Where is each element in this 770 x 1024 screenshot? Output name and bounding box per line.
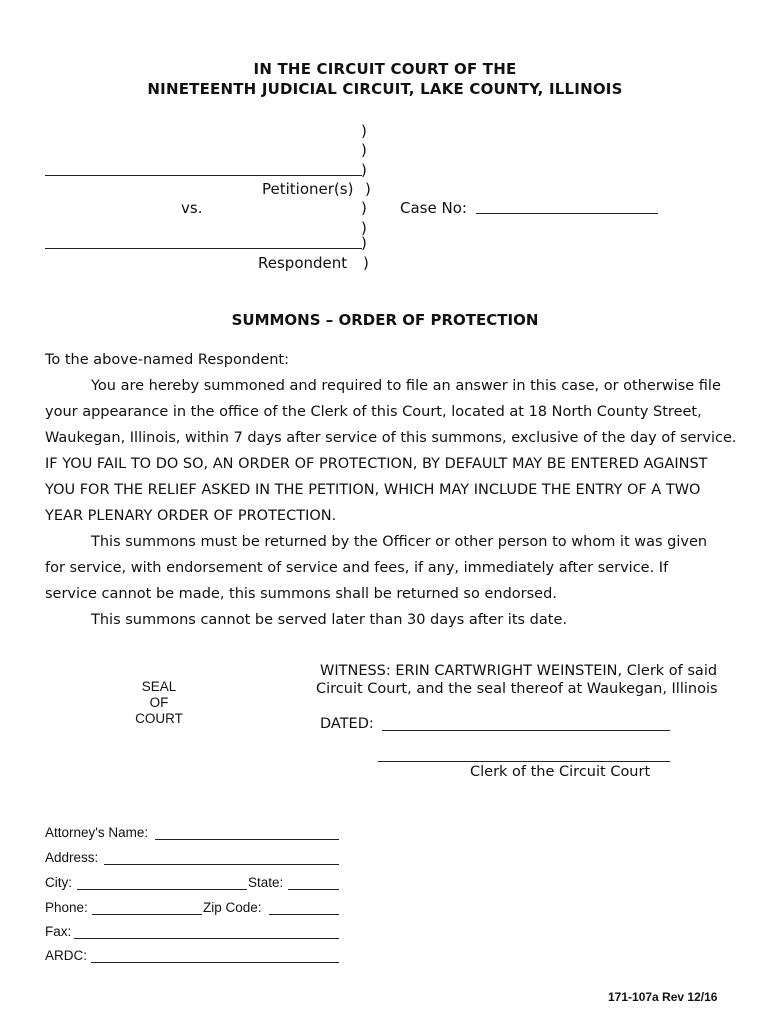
case-number-label: Case No: (400, 199, 467, 217)
paragraph-1-line-6: YEAR PLENARY ORDER OF PROTECTION. (45, 508, 337, 524)
phone-field[interactable] (92, 914, 202, 915)
fax-field[interactable] (74, 938, 339, 939)
witness-line-2: Circuit Court, and the seal thereof at Waukegan, Illinois (316, 681, 718, 697)
respondent-label: Respondent (258, 254, 348, 272)
attorney-name-label: Attorney's Name: (45, 825, 149, 840)
seal-text-line-1: SEAL (141, 679, 177, 694)
clerk-label: Clerk of the Circuit Court (470, 764, 651, 780)
zip-code-field[interactable] (269, 914, 339, 915)
zip-code-label: Zip Code: (203, 900, 262, 915)
paragraph-2-line-2: for service, with endorsement of service and fees, if any, immediately after service. If (45, 560, 669, 576)
court-name-line-2: NINETEENTH JUDICIAL CIRCUIT, LAKE COUNTY, ILLINOIS (147, 80, 623, 98)
case-number-field[interactable] (476, 213, 658, 214)
paragraph-1-line-4: IF YOU FAIL TO DO SO, AN ORDER OF PROTECTION, BY DEFAULT MAY BE ENTERED AGAINST (45, 456, 708, 472)
city-field[interactable] (77, 889, 247, 890)
dated-field[interactable] (382, 730, 670, 731)
petitioner-name-field[interactable] (45, 175, 362, 176)
paragraph-1-line-2: your appearance in the office of the Clerk of this Court, located at 18 North County Street, (45, 404, 702, 420)
caption-paren-6: ) (361, 219, 367, 237)
seal-text-line-2: OF (149, 695, 169, 710)
caption-paren-7: ) (361, 234, 367, 252)
fax-label: Fax: (45, 924, 72, 939)
state-field[interactable] (288, 889, 339, 890)
caption-paren-8: ) (363, 254, 369, 272)
caption-paren-2: ) (361, 141, 367, 159)
dated-label: DATED: (320, 716, 374, 732)
respondent-name-field[interactable] (45, 248, 362, 249)
document-title: SUMMONS – ORDER OF PROTECTION (231, 311, 539, 329)
paragraph-3-line-1: This summons cannot be served later than 30 days after its date. (91, 612, 567, 628)
form-number: 171-107a Rev 12/16 (608, 990, 718, 1004)
witness-line-1: WITNESS: ERIN CARTWRIGHT WEINSTEIN, Clerk of said (320, 663, 718, 679)
ardc-field[interactable] (91, 962, 339, 963)
address-field[interactable] (104, 864, 339, 865)
paragraph-1-line-3: Waukegan, Illinois, within 7 days after service of this summons, exclusive of the day of service. (45, 430, 737, 446)
attorney-name-field[interactable] (155, 839, 339, 840)
salutation: To the above-named Respondent: (45, 352, 289, 368)
vs-label: vs. (181, 199, 203, 217)
paragraph-2-line-1: This summons must be returned by the Officer or other person to whom it was given (91, 534, 708, 550)
seal-text-line-3: COURT (135, 711, 183, 726)
caption-paren-5: ) (361, 199, 367, 217)
caption-paren-1: ) (361, 122, 367, 140)
clerk-signature-field[interactable] (378, 761, 670, 762)
phone-label: Phone: (45, 900, 88, 915)
ardc-label: ARDC: (45, 948, 88, 963)
court-name-line-1: IN THE CIRCUIT COURT OF THE (253, 60, 517, 78)
paragraph-1-line-1: You are hereby summoned and required to file an answer in this case, or otherwise file (91, 378, 721, 394)
city-label: City: (45, 875, 72, 890)
state-label: State: (248, 875, 284, 890)
paragraph-2-line-3: service cannot be made, this summons shall be returned so endorsed. (45, 586, 557, 602)
caption-paren-3: ) (361, 161, 367, 179)
petitioner-label: Petitioner(s) (262, 180, 354, 198)
paragraph-1-line-5: YOU FOR THE RELIEF ASKED IN THE PETITION, WHICH MAY INCLUDE THE ENTRY OF A TWO (45, 482, 701, 498)
caption-paren-4: ) (365, 180, 371, 198)
address-label: Address: (45, 850, 99, 865)
